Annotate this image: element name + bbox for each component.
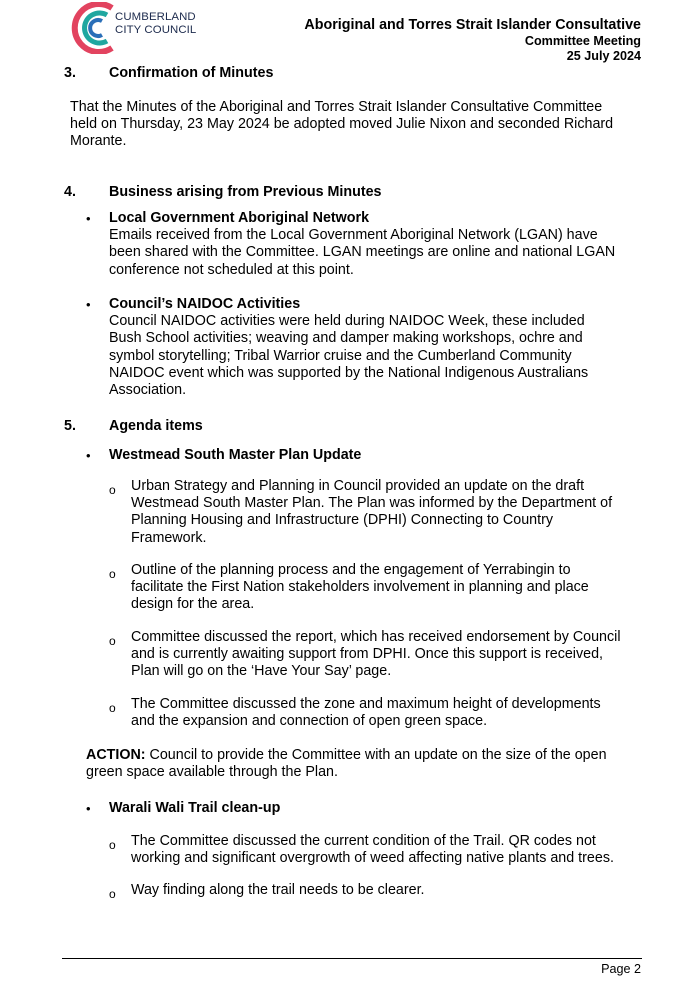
section-3-number: 3. <box>64 65 76 81</box>
sub-bullet-icon: o <box>109 838 116 852</box>
item-line: Emails received from the Local Government Aboriginal Network (LGAN) have <box>109 227 598 244</box>
action-text-line2: green space available through the Plan. <box>86 764 338 781</box>
westmead-point-4 <box>131 696 651 730</box>
point-line: Outline of the planning process and the engagement of Yerrabingin to <box>131 562 571 578</box>
bullet-icon: • <box>86 801 91 816</box>
item-line: Bush School activities; weaving and damper making workshops, ochre and <box>109 330 583 347</box>
header-title: Aboriginal and Torres Strait Islander Consultative <box>304 17 641 33</box>
item-line: Association. <box>109 382 187 399</box>
point-line: The Committee discussed the zone and maximum height of developments <box>131 696 601 712</box>
section-5-title: Agenda items <box>109 418 203 434</box>
header-date: 25 July 2024 <box>566 48 641 63</box>
paragraph-line: Morante. <box>70 133 127 150</box>
document-header <box>304 17 641 63</box>
naidoc-item <box>109 296 649 399</box>
logo-text-line2: CITY COUNCIL <box>115 23 197 36</box>
logo-text-line1: CUMBERLAND <box>115 11 196 23</box>
section-5-number: 5. <box>64 418 76 434</box>
point-line: Committee discussed the report, which has received endorsement by Council <box>131 629 621 645</box>
item-line: Council NAIDOC activities were held during NAIDOC Week, these included <box>109 313 585 330</box>
footer-divider <box>62 958 642 959</box>
bullet-icon: • <box>86 211 91 226</box>
action-text: Council to provide the Committee with an update on the size of the open <box>145 747 607 763</box>
point-line: Way finding along the trail needs to be clearer. <box>131 882 425 898</box>
item-line: NAIDOC event which was supported by the National Indigenous Australians <box>109 364 589 381</box>
sub-bullet-icon: o <box>109 567 116 581</box>
section-4-number: 4. <box>64 184 76 200</box>
point-line: Planning Housing and Infrastructure (DPHI) Connecting to Country <box>131 512 553 529</box>
naidoc-title: Council’s NAIDOC Activities <box>109 296 301 312</box>
sub-bullet-icon: o <box>109 483 116 497</box>
point-line: and the expansion and connection of open green space. <box>131 713 488 730</box>
bullet-icon: • <box>86 297 91 312</box>
point-line: The Committee discussed the current condition of the Trail. QR codes not <box>131 833 596 849</box>
item-line: symbol storytelling; Tribal Warrior cruise and the Cumberland Community <box>109 347 572 364</box>
warali-title: Warali Wali Trail clean-up <box>109 800 281 816</box>
westmead-title: Westmead South Master Plan Update <box>109 447 362 463</box>
warali-point-2 <box>131 882 651 899</box>
westmead-point-1 <box>131 478 651 547</box>
paragraph-line: held on Thursday, 23 May 2024 be adopted moved Julie Nixon and seconded Richard <box>70 116 614 133</box>
section-4-title: Business arising from Previous Minutes <box>109 184 382 200</box>
sub-bullet-icon: o <box>109 634 116 648</box>
point-line: Plan will go on the ‘Have Your Say’ page. <box>131 663 392 680</box>
section-3-paragraph <box>70 99 645 151</box>
westmead-point-2 <box>131 562 651 614</box>
header-subtitle: Committee Meeting <box>524 34 641 48</box>
point-line: and is currently awaiting support from DPHI. Once this support is received, <box>131 646 603 663</box>
sub-bullet-icon: o <box>109 887 116 901</box>
logo-text <box>115 11 196 36</box>
sub-bullet-icon: o <box>109 701 116 715</box>
action-label: ACTION: <box>86 747 146 763</box>
point-line: design for the area. <box>131 596 255 613</box>
paragraph-line: That the Minutes of the Aboriginal and Torres Strait Islander Consultative Committee <box>70 99 603 115</box>
warali-point-1 <box>131 833 651 867</box>
item-line: been shared with the Committee. LGAN meetings are online and national LGAN <box>109 244 616 261</box>
action-item <box>86 747 646 781</box>
point-line: Urban Strategy and Planning in Council provided an update on the draft <box>131 478 585 494</box>
section-3-title: Confirmation of Minutes <box>109 65 274 81</box>
bullet-icon: • <box>86 448 91 463</box>
point-line: Framework. <box>131 529 207 546</box>
lgan-item <box>109 210 649 279</box>
point-line: Westmead South Master Plan. The Plan was informed by the Department of <box>131 495 613 512</box>
westmead-point-3 <box>131 629 651 681</box>
point-line: facilitate the First Nation stakeholders involvement in planning and place <box>131 579 589 596</box>
lgan-title: Local Government Aboriginal Network <box>109 210 370 226</box>
point-line: working and significant overgrowth of weed affecting native plants and trees. <box>131 850 614 867</box>
page-number: Page 2 <box>601 962 641 976</box>
item-line: conference not scheduled at this point. <box>109 261 354 278</box>
